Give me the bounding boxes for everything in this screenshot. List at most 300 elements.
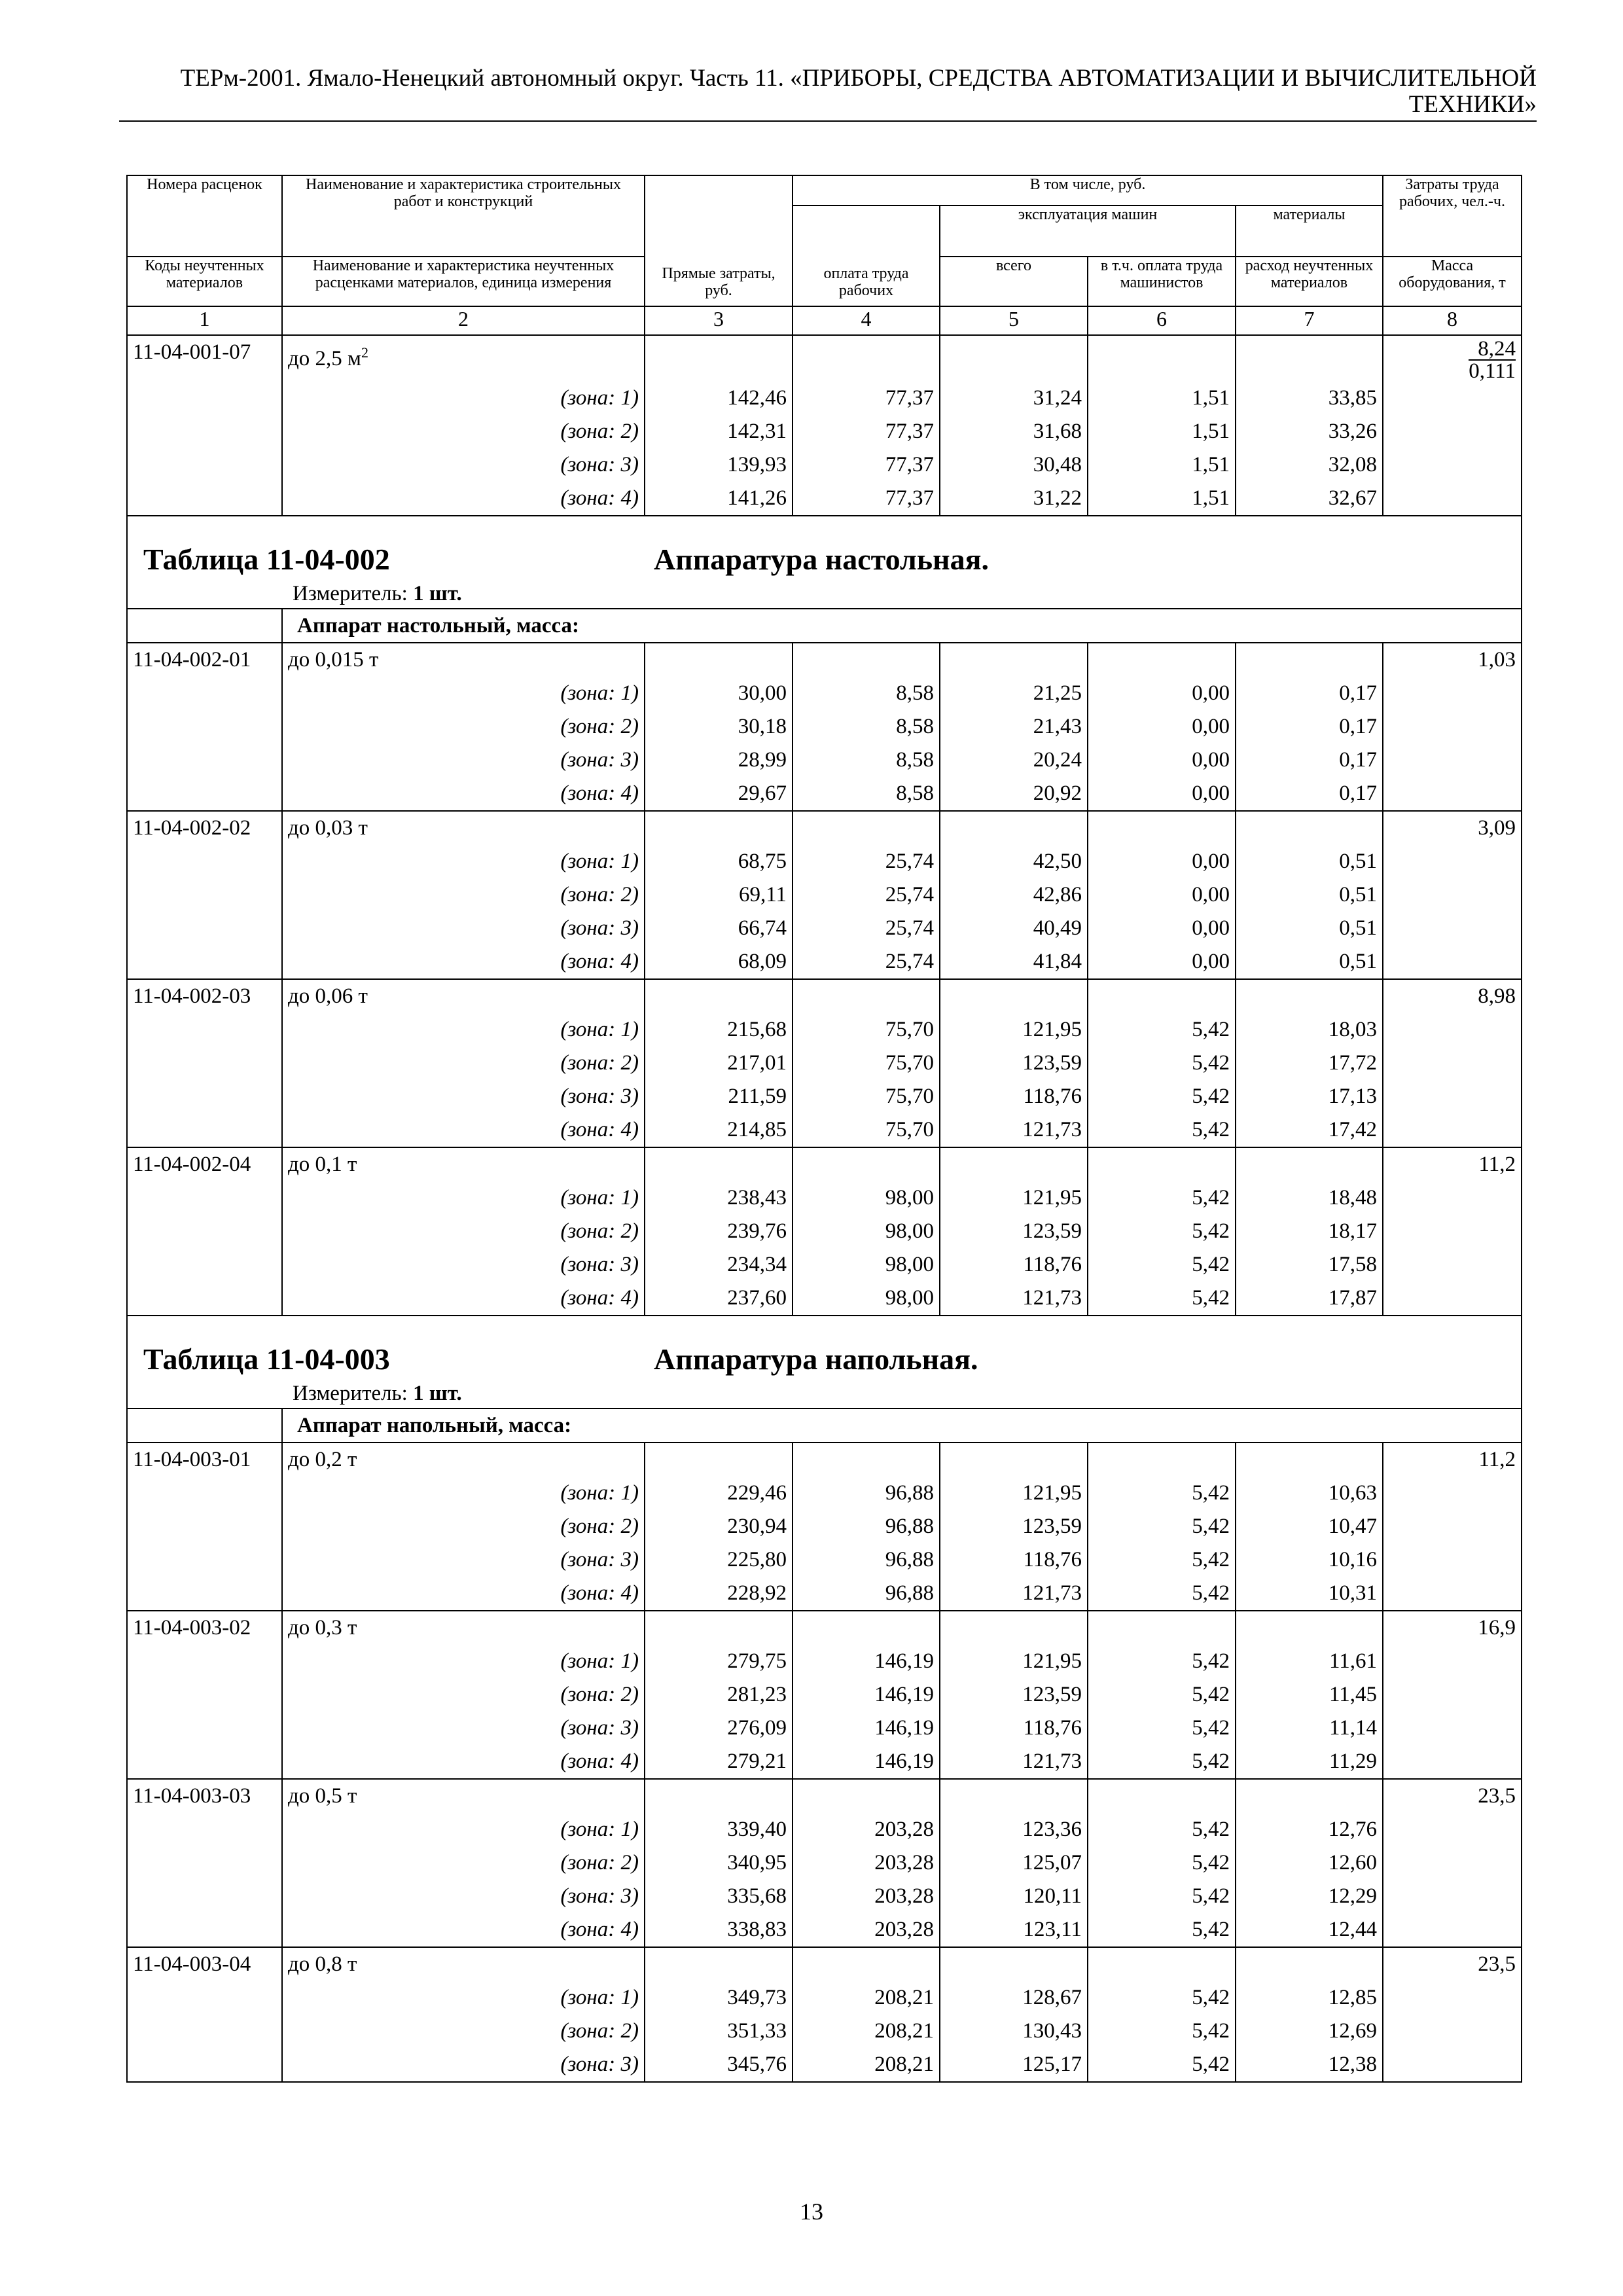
machines-total-value: 41,84: [940, 945, 1088, 979]
machines-total-value: 21,43: [940, 710, 1088, 744]
rate-name: до 2,5 $м^2$: [282, 335, 645, 382]
empty-cell: [127, 1813, 282, 1846]
operators-pay-value: 0,00: [1088, 744, 1236, 777]
empty-cell: [1088, 643, 1236, 677]
materials-value: 17,58: [1236, 1248, 1383, 1282]
machines-total-value: 123,59: [940, 1510, 1088, 1543]
machines-total-value: 123,11: [940, 1913, 1088, 1947]
empty-cell: [1383, 1712, 1522, 1745]
empty-cell: [645, 335, 793, 382]
operators-pay-value: 5,42: [1088, 1113, 1236, 1147]
materials-value: 12,76: [1236, 1813, 1383, 1846]
operators-pay-value: 0,00: [1088, 677, 1236, 710]
operators-pay-value: 5,42: [1088, 1981, 1236, 2015]
rate-row: [127, 979, 1522, 1013]
empty-cell: [1383, 1047, 1522, 1080]
table-section-title: [127, 516, 1522, 579]
empty-cell: [127, 1846, 282, 1880]
machines-total-value: 120,11: [940, 1880, 1088, 1913]
operators-pay-value: 0,00: [1088, 912, 1236, 945]
labor-pay-value: 75,70: [793, 1013, 940, 1047]
zone-row: [127, 1080, 1522, 1113]
zone-row: [127, 1181, 1522, 1215]
materials-value: 32,08: [1236, 448, 1383, 482]
direct-costs-value: 335,68: [645, 1880, 793, 1913]
table-section-title-row: [127, 1316, 1522, 1379]
labor-cost-value: 23,5: [1383, 1779, 1522, 1813]
rate-name: до 0,5 т: [282, 1779, 645, 1813]
empty-cell: [127, 448, 282, 482]
rate-name: до 0,03 т: [282, 811, 645, 845]
labor-pay-value: 8,58: [793, 677, 940, 710]
empty-cell: [1383, 1282, 1522, 1316]
materials-value: 12,85: [1236, 1981, 1383, 2015]
labor-mass-fraction: [1469, 338, 1516, 382]
operators-pay-value: 5,42: [1088, 1880, 1236, 1913]
rate-name: до 0,06 т: [282, 979, 645, 1013]
empty-cell: [1236, 1947, 1383, 1981]
machines-total-value: 121,73: [940, 1577, 1088, 1611]
empty-cell: [1383, 1846, 1522, 1880]
empty-cell: [1236, 1779, 1383, 1813]
col-number: 8: [1383, 306, 1522, 335]
machines-total-value: 121,95: [940, 1477, 1088, 1510]
col-number: 3: [645, 306, 793, 335]
empty-cell: [1383, 1477, 1522, 1510]
empty-cell: [940, 1779, 1088, 1813]
zone-row: [127, 1013, 1522, 1047]
materials-value: 12,29: [1236, 1880, 1383, 1913]
materials-value: 17,87: [1236, 1282, 1383, 1316]
machines-total-value: 125,07: [940, 1846, 1088, 1880]
operators-pay-value: 0,00: [1088, 710, 1236, 744]
empty-cell: [793, 1779, 940, 1813]
zone-row: [127, 1913, 1522, 1947]
operators-pay-value: 5,42: [1088, 1846, 1236, 1880]
machines-total-value: 30,48: [940, 448, 1088, 482]
direct-costs-value: 279,75: [645, 1645, 793, 1678]
empty-cell: [1236, 979, 1383, 1013]
empty-cell: [645, 979, 793, 1013]
labor-pay-value: 25,74: [793, 845, 940, 878]
zone-row: [127, 1813, 1522, 1846]
empty-cell: [1383, 945, 1522, 979]
header-line-1: ТЕРм-2001. Ямало-Ненецкий автономный округ. Часть 11. «ПРИБОРЫ, СРЕДСТВА АВТОМАТИЗАЦИИ И ВЫЧИСЛИТЕЛЬНОЙ: [180, 65, 1537, 92]
empty-cell: [127, 845, 282, 878]
empty-cell: [1383, 382, 1522, 415]
materials-value: 12,60: [1236, 1846, 1383, 1880]
empty-cell: [127, 382, 282, 415]
direct-costs-value: 141,26: [645, 482, 793, 516]
materials-value: 18,48: [1236, 1181, 1383, 1215]
empty-cell: [1088, 335, 1236, 382]
table-number: Таблица 11-04-002: [143, 543, 390, 576]
page-header: [119, 65, 1537, 122]
machines-total-value: 42,86: [940, 878, 1088, 912]
zone-row: [127, 1510, 1522, 1543]
operators-pay-value: 1,51: [1088, 448, 1236, 482]
zone-row: [127, 777, 1522, 811]
rate-row: [127, 1779, 1522, 1813]
empty-cell: [940, 335, 1088, 382]
machines-total-value: 125,17: [940, 2048, 1088, 2082]
zone-row: [127, 845, 1522, 878]
materials-value: 0,17: [1236, 710, 1383, 744]
empty-cell: [793, 1147, 940, 1181]
direct-costs-value: 214,85: [645, 1113, 793, 1147]
empty-cell: [127, 677, 282, 710]
labor-pay-value: 98,00: [793, 1215, 940, 1248]
direct-costs-value: 142,46: [645, 382, 793, 415]
zone-row: [127, 1846, 1522, 1880]
zone-row: [127, 482, 1522, 516]
col-number: 1: [127, 306, 282, 335]
measure-unit: [127, 1379, 1522, 1408]
empty-cell: [127, 1880, 282, 1913]
group-row: [127, 609, 1522, 643]
labor-pay-value: 96,88: [793, 1477, 940, 1510]
rate-code: 11-04-002-02: [127, 811, 282, 845]
zone-row: [127, 448, 1522, 482]
zone-label: (зона: 3): [282, 1248, 645, 1282]
page-number: 13: [800, 2198, 823, 2225]
zone-label: (зона: 3): [282, 912, 645, 945]
zone-row: [127, 710, 1522, 744]
labor-pay-value: 203,28: [793, 1880, 940, 1913]
zone-label: (зона: 1): [282, 1981, 645, 2015]
th-machines: эксплуатация машин: [940, 206, 1236, 257]
col-number: 6: [1088, 306, 1236, 335]
empty-cell: [127, 1215, 282, 1248]
zone-label: (зона: 4): [282, 945, 645, 979]
zone-row: [127, 1880, 1522, 1913]
group-row: [127, 1408, 1522, 1443]
rate-row: [127, 1443, 1522, 1477]
labor-pay-value: 208,21: [793, 1981, 940, 2015]
machines-total-value: 31,24: [940, 382, 1088, 415]
empty-cell: [1383, 415, 1522, 448]
labor-pay-value: 96,88: [793, 1543, 940, 1577]
direct-costs-value: 142,31: [645, 415, 793, 448]
empty-cell: [793, 335, 940, 382]
machines-total-value: 123,36: [940, 1813, 1088, 1846]
zone-row: [127, 1712, 1522, 1745]
labor-pay-value: 8,58: [793, 710, 940, 744]
operators-pay-value: 0,00: [1088, 845, 1236, 878]
th-material-name: Наименование и характеристика неучтенных расценками материалов, единица измерения: [282, 257, 645, 306]
materials-value: 33,85: [1236, 382, 1383, 415]
empty-cell: [1088, 811, 1236, 845]
labor-pay-value: 75,70: [793, 1113, 940, 1147]
zone-row: [127, 382, 1522, 415]
machines-total-value: 118,76: [940, 1248, 1088, 1282]
zone-row: [127, 744, 1522, 777]
zone-label: (зона: 4): [282, 1282, 645, 1316]
direct-costs-value: 68,09: [645, 945, 793, 979]
zone-label: (зона: 1): [282, 1477, 645, 1510]
zone-row: [127, 1678, 1522, 1712]
zone-row: [127, 1282, 1522, 1316]
zone-row: [127, 1745, 1522, 1779]
zone-label: (зона: 2): [282, 415, 645, 448]
zone-label: (зона: 2): [282, 2015, 645, 2048]
zone-label: (зона: 2): [282, 878, 645, 912]
empty-cell: [1088, 1611, 1236, 1645]
empty-cell: [1383, 1913, 1522, 1947]
direct-costs-value: 29,67: [645, 777, 793, 811]
measure-value: 1 шт.: [413, 582, 462, 605]
materials-value: 11,29: [1236, 1745, 1383, 1779]
operators-pay-value: 5,42: [1088, 1577, 1236, 1611]
rate-code: 11-04-003-01: [127, 1443, 282, 1477]
direct-costs-value: 338,83: [645, 1913, 793, 1947]
rate-row: [127, 1947, 1522, 1981]
empty-cell: [645, 1147, 793, 1181]
measure-label: Измеритель:: [293, 1382, 408, 1405]
group-title: Аппарат настольный, масса:: [282, 609, 1522, 643]
table-section-title-row: [127, 516, 1522, 579]
labor-pay-value: 96,88: [793, 1510, 940, 1543]
materials-value: 17,42: [1236, 1113, 1383, 1147]
rate-row: [127, 811, 1522, 845]
th-materials: материалы: [1236, 206, 1383, 257]
empty-cell: [645, 1779, 793, 1813]
col-number: 7: [1236, 306, 1383, 335]
th-including: В том числе, руб.: [793, 175, 1383, 206]
machines-total-value: 121,73: [940, 1745, 1088, 1779]
machines-total-value: 121,95: [940, 1013, 1088, 1047]
labor-pay-value: 77,37: [793, 448, 940, 482]
th-incl-operators: в т.ч. оплата труда машинистов: [1088, 257, 1236, 306]
empty-cell: [645, 1947, 793, 1981]
empty-cell: [1383, 777, 1522, 811]
empty-cell: [1383, 1543, 1522, 1577]
direct-costs-value: 281,23: [645, 1678, 793, 1712]
empty-cell: [940, 643, 1088, 677]
empty-cell: [1383, 1113, 1522, 1147]
empty-cell: [1088, 1779, 1236, 1813]
empty-cell: [127, 945, 282, 979]
empty-cell: [645, 643, 793, 677]
unit-superscript: 2: [361, 344, 368, 361]
empty-cell: [127, 912, 282, 945]
zone-label: (зона: 1): [282, 845, 645, 878]
table-title: Аппаратура напольная.: [654, 1342, 978, 1376]
zone-label: (зона: 2): [282, 1510, 645, 1543]
direct-costs-value: 340,95: [645, 1846, 793, 1880]
empty-cell: [127, 2048, 282, 2082]
zone-label: (зона: 2): [282, 1846, 645, 1880]
rate-row: [127, 335, 1522, 382]
empty-cell: [1383, 1215, 1522, 1248]
direct-costs-value: 217,01: [645, 1047, 793, 1080]
labor-pay-value: 75,70: [793, 1080, 940, 1113]
empty-cell: [127, 1013, 282, 1047]
empty-cell: [127, 609, 282, 643]
empty-cell: [940, 1611, 1088, 1645]
rate-name: до 0,8 т: [282, 1947, 645, 1981]
zone-label: (зона: 3): [282, 2048, 645, 2082]
empty-cell: [940, 1147, 1088, 1181]
empty-cell: [127, 1981, 282, 2015]
direct-costs-value: 230,94: [645, 1510, 793, 1543]
empty-cell: [1088, 1147, 1236, 1181]
operators-pay-value: 5,42: [1088, 1282, 1236, 1316]
table-section-title: [127, 1316, 1522, 1379]
empty-cell: [1383, 677, 1522, 710]
machines-total-value: 42,50: [940, 845, 1088, 878]
empty-cell: [127, 415, 282, 448]
labor-pay-value: 146,19: [793, 1645, 940, 1678]
operators-pay-value: 0,00: [1088, 777, 1236, 811]
empty-cell: [1383, 1645, 1522, 1678]
machines-total-value: 31,68: [940, 415, 1088, 448]
operators-pay-value: 0,00: [1088, 878, 1236, 912]
operators-pay-value: 5,42: [1088, 1712, 1236, 1745]
materials-value: 0,51: [1236, 912, 1383, 945]
empty-cell: [940, 1443, 1088, 1477]
machines-total-value: 40,49: [940, 912, 1088, 945]
empty-cell: [1383, 1981, 1522, 2015]
labor-cost-value: 8,24: [1469, 338, 1516, 361]
operators-pay-value: 5,42: [1088, 2015, 1236, 2048]
operators-pay-value: 5,42: [1088, 1080, 1236, 1113]
labor-pay-value: 96,88: [793, 1577, 940, 1611]
zone-row: [127, 1645, 1522, 1678]
rate-code: 11-04-002-03: [127, 979, 282, 1013]
zone-label: (зона: 2): [282, 1047, 645, 1080]
rate-name: до 0,015 т: [282, 643, 645, 677]
empty-cell: [645, 1443, 793, 1477]
zone-label: (зона: 4): [282, 1745, 645, 1779]
empty-cell: [127, 744, 282, 777]
zone-row: [127, 1047, 1522, 1080]
machines-total-value: 123,59: [940, 1215, 1088, 1248]
empty-cell: [127, 1678, 282, 1712]
labor-cost-value: 3,09: [1383, 811, 1522, 845]
labor-cost-value: 11,2: [1383, 1443, 1522, 1477]
zone-label: (зона: 3): [282, 1880, 645, 1913]
empty-cell: [1088, 979, 1236, 1013]
empty-cell: [1383, 1577, 1522, 1611]
materials-value: 10,63: [1236, 1477, 1383, 1510]
rate-code: 11-04-002-01: [127, 643, 282, 677]
labor-pay-value: 203,28: [793, 1813, 940, 1846]
zone-row: [127, 1543, 1522, 1577]
empty-cell: [793, 1443, 940, 1477]
direct-costs-value: 234,34: [645, 1248, 793, 1282]
materials-value: 18,03: [1236, 1013, 1383, 1047]
header-row-1: [127, 175, 1522, 206]
zone-label: (зона: 2): [282, 1215, 645, 1248]
th-rate-numbers: Номера расценок: [127, 175, 282, 257]
empty-cell: [1383, 2015, 1522, 2048]
th-total: всего: [940, 257, 1088, 306]
table-number: Таблица 11-04-003: [143, 1342, 390, 1376]
materials-value: 33,26: [1236, 415, 1383, 448]
th-labor-pay: оплата труда рабочих: [793, 206, 940, 306]
empty-cell: [1236, 1611, 1383, 1645]
direct-costs-value: 211,59: [645, 1080, 793, 1113]
operators-pay-value: 5,42: [1088, 1913, 1236, 1947]
rate-code: 11-04-001-07: [127, 335, 282, 382]
measure-row: [127, 579, 1522, 609]
zone-label: (зона: 4): [282, 482, 645, 516]
materials-value: 18,17: [1236, 1215, 1383, 1248]
direct-costs-value: 225,80: [645, 1543, 793, 1577]
materials-value: 10,47: [1236, 1510, 1383, 1543]
zone-row: [127, 1577, 1522, 1611]
zone-row: [127, 1477, 1522, 1510]
labor-pay-value: 25,74: [793, 912, 940, 945]
direct-costs-value: 237,60: [645, 1282, 793, 1316]
labor-pay-value: 208,21: [793, 2048, 940, 2082]
materials-value: 0,51: [1236, 845, 1383, 878]
operators-pay-value: 0,00: [1088, 945, 1236, 979]
empty-cell: [793, 979, 940, 1013]
labor-pay-value: 98,00: [793, 1181, 940, 1215]
machines-total-value: 121,95: [940, 1645, 1088, 1678]
zone-label: (зона: 1): [282, 1645, 645, 1678]
empty-cell: [940, 1947, 1088, 1981]
labor-pay-value: 98,00: [793, 1248, 940, 1282]
labor-pay-value: 75,70: [793, 1047, 940, 1080]
empty-cell: [1383, 1880, 1522, 1913]
empty-cell: [127, 1577, 282, 1611]
empty-cell: [127, 878, 282, 912]
empty-cell: [127, 1510, 282, 1543]
direct-costs-value: 30,00: [645, 677, 793, 710]
empty-cell: [127, 1248, 282, 1282]
operators-pay-value: 5,42: [1088, 1745, 1236, 1779]
operators-pay-value: 5,42: [1088, 1813, 1236, 1846]
rate-row: [127, 643, 1522, 677]
machines-total-value: 31,22: [940, 482, 1088, 516]
empty-cell: [940, 811, 1088, 845]
materials-value: 0,51: [1236, 945, 1383, 979]
rate-name: до 0,1 т: [282, 1147, 645, 1181]
empty-cell: [1383, 1813, 1522, 1846]
operators-pay-value: 5,42: [1088, 1645, 1236, 1678]
operators-pay-value: 1,51: [1088, 482, 1236, 516]
zone-row: [127, 945, 1522, 979]
empty-cell: [793, 811, 940, 845]
materials-value: 0,51: [1236, 878, 1383, 912]
labor-cost-value: 16,9: [1383, 1611, 1522, 1645]
direct-costs-value: 30,18: [645, 710, 793, 744]
rate-code: 11-04-003-04: [127, 1947, 282, 1981]
zone-label: (зона: 1): [282, 1013, 645, 1047]
operators-pay-value: 5,42: [1088, 2048, 1236, 2082]
th-codes: Коды неучтенных материалов: [127, 257, 282, 306]
rates-table-wrapper: [126, 175, 1521, 2083]
machines-total-value: 123,59: [940, 1678, 1088, 1712]
empty-cell: [793, 1947, 940, 1981]
machines-total-value: 20,92: [940, 777, 1088, 811]
empty-cell: [1383, 1013, 1522, 1047]
rate-row: [127, 1147, 1522, 1181]
empty-cell: [793, 1611, 940, 1645]
rate-code: 11-04-003-02: [127, 1611, 282, 1645]
empty-cell: [645, 1611, 793, 1645]
operators-pay-value: 5,42: [1088, 1013, 1236, 1047]
labor-pay-value: 25,74: [793, 945, 940, 979]
labor-pay-value: 8,58: [793, 744, 940, 777]
operators-pay-value: 1,51: [1088, 382, 1236, 415]
rate-code: 11-04-003-03: [127, 1779, 282, 1813]
labor-and-mass: [1383, 335, 1522, 382]
zone-label: (зона: 3): [282, 744, 645, 777]
